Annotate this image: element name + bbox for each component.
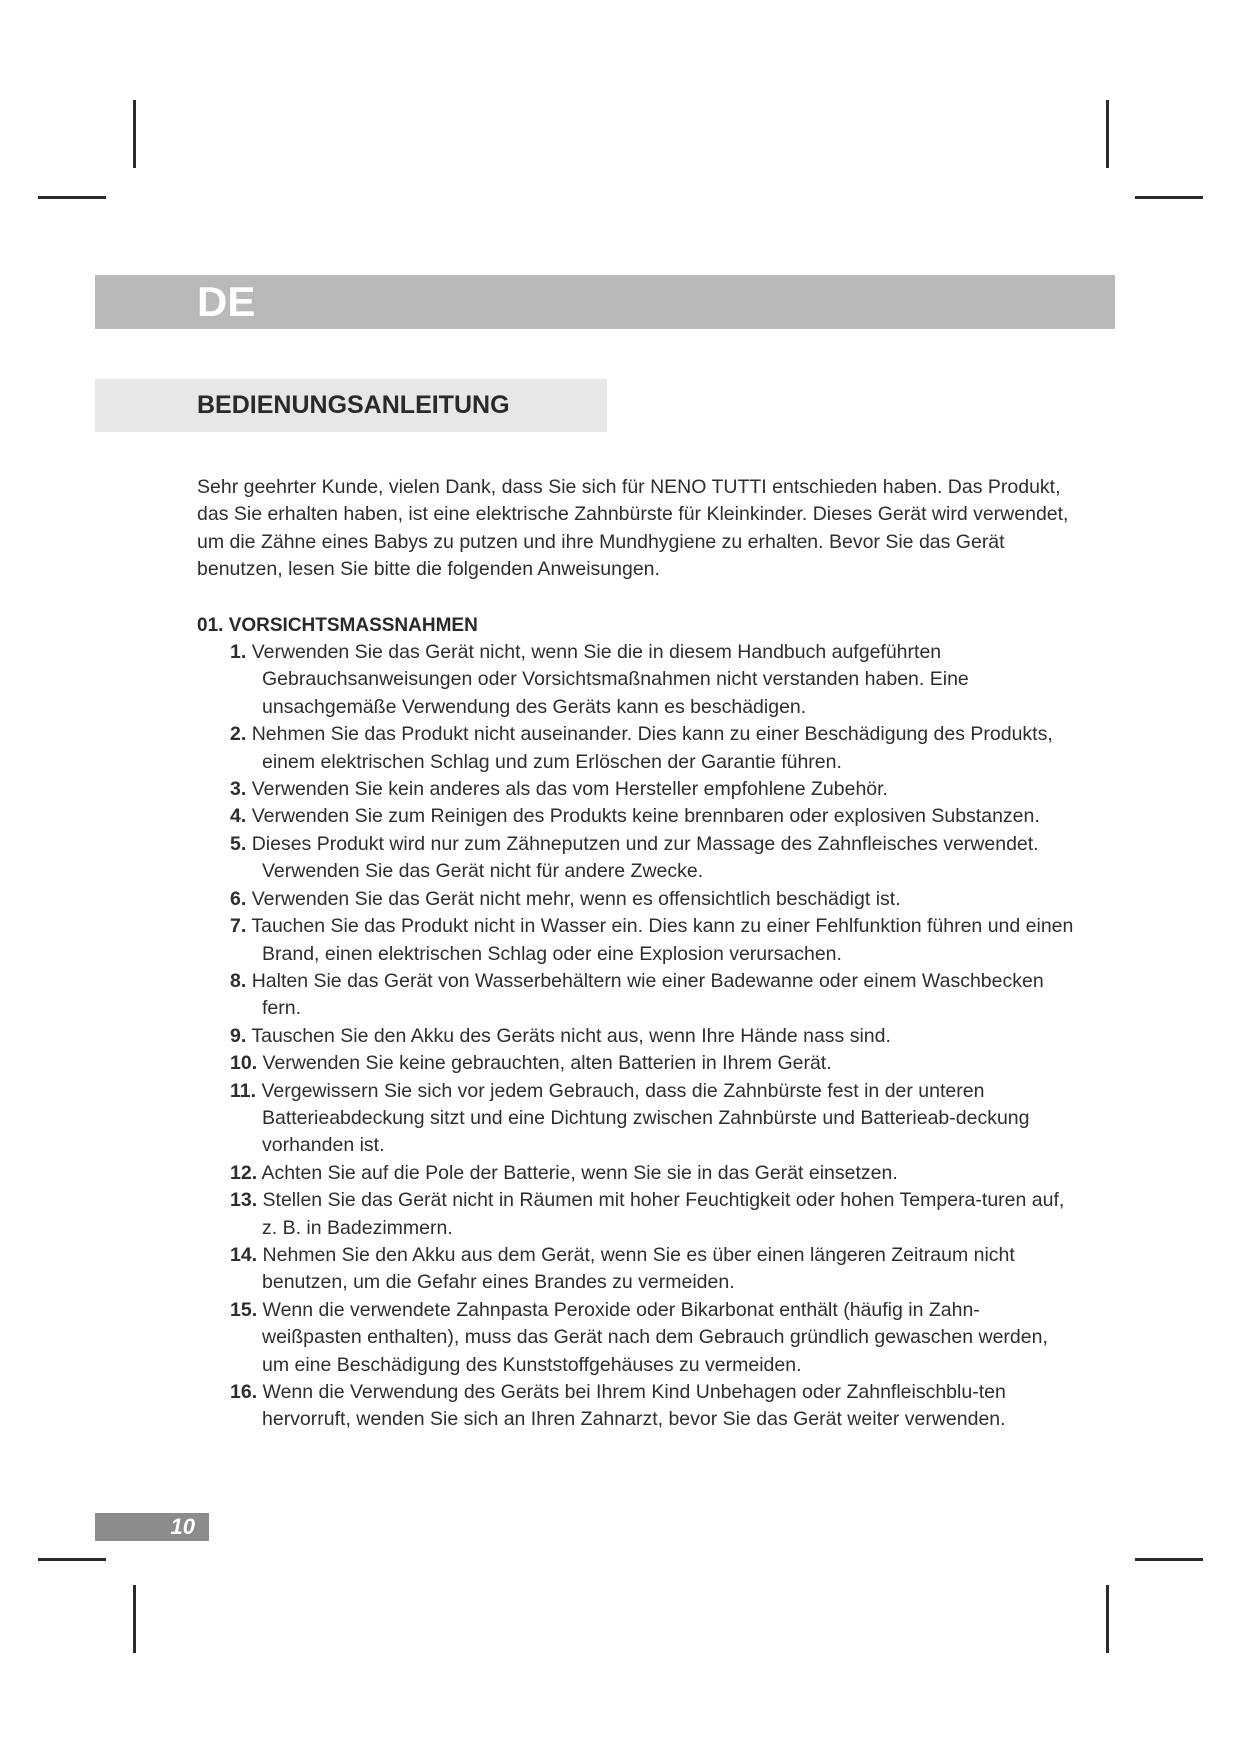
item-number: 15. [230, 1298, 258, 1321]
item-text: Vergewissern Sie sich vor jedem Gebrauch, dass die Zahnbürste fest in der unteren Batterieabdeckung sitzt und eine Dichtung zwischen Zahnbürste und Batterieab-deckung vorhanden ist. [261, 1079, 1030, 1157]
crop-mark-top-left-horizontal [38, 196, 106, 199]
section-heading: 01. VORSICHTSMASSNAHMEN [197, 614, 478, 636]
crop-mark-bottom-right-vertical [1106, 1585, 1109, 1653]
item-number: 4. [230, 805, 247, 828]
item-text: Wenn die Verwendung des Geräts bei Ihrem Kind Unbehagen oder Zahnfleischblu-ten hervorruft, wenden Sie sich an Ihren Zahnarzt, bevor Sie das Gerät weiter verwenden. [262, 1381, 1006, 1431]
list-item [197, 1078, 1077, 1160]
crop-mark-top-right-vertical [1106, 100, 1109, 168]
item-number: 6. [230, 887, 247, 910]
item-number: 16. [230, 1381, 258, 1403]
list-item [197, 968, 1077, 1023]
language-band [95, 275, 1115, 329]
item-number: 1. [230, 641, 247, 664]
item-text: Tauschen Sie den Akku des Geräts nicht aus, wenn Ihre Hände nass sind. [251, 1024, 891, 1047]
page-title: BEDIENUNGSANLEITUNG [197, 391, 510, 419]
crop-mark-top-right-horizontal [1135, 196, 1203, 199]
item-number: 9. [230, 1024, 247, 1047]
item-number: 11. [230, 1079, 257, 1102]
item-text: Verwenden Sie zum Reinigen des Produkts keine brennbaren oder explosiven Substanzen. [251, 805, 1040, 828]
list-item [197, 639, 1077, 721]
list-item [197, 1187, 1077, 1242]
item-text: Achten Sie auf die Pole der Batterie, wenn Sie sie in das Gerät einsetzen. [261, 1161, 898, 1184]
list-item [197, 803, 1077, 830]
crop-mark-bottom-left-horizontal [38, 1558, 106, 1561]
language-code: DE [197, 278, 256, 325]
list-item [197, 1160, 1077, 1187]
document-body [197, 474, 1077, 1434]
intro-paragraph: Sehr geehrter Kunde, vielen Dank, dass Sie sich für NENO TUTTI entschieden haben. Das Produkt, das Sie erhalten haben, ist eine elektrische Zahnbürste für Kleinkinder. Dieses Gerät wird verwendet, um die Zähne eines Babys zu putzen und ihre Mundhygiene zu erhalten. Bevor Sie das Gerät benutzen, lesen Sie bitte die folgenden Anweisungen. [197, 476, 1069, 581]
list-item [197, 913, 1077, 968]
list-item [197, 886, 1077, 913]
crop-mark-bottom-right-horizontal [1135, 1558, 1203, 1561]
list-item [197, 831, 1077, 886]
item-text: Nehmen Sie den Akku aus dem Gerät, wenn Sie es über einen längeren Zeitraum nicht benutzen, um die Gefahr eines Brandes zu vermeiden. [262, 1243, 1015, 1294]
item-number: 8. [230, 969, 247, 992]
item-number: 10. [230, 1052, 258, 1075]
item-text: Verwenden Sie keine gebrauchten, alten Batterien in Ihrem Gerät. [262, 1052, 832, 1075]
list-item [197, 1297, 1077, 1379]
crop-mark-bottom-left-vertical [133, 1585, 136, 1653]
item-text: Dieses Produkt wird nur zum Zähneputzen und zur Massage des Zahnfleisches verwendet. Verwenden Sie das Gerät nicht für andere Zwecke. [251, 832, 1039, 883]
item-number: 12. [230, 1161, 258, 1184]
item-number: 14. [230, 1243, 258, 1266]
list-item [197, 721, 1077, 776]
item-text: Verwenden Sie das Gerät nicht, wenn Sie die in diesem Handbuch aufgeführten Gebrauchsanweisungen oder Vorsichtsmaßnahmen nicht verstanden haben. Eine unsachgemäße Verwendung des Geräts kann es beschädigen. [251, 641, 969, 718]
item-number: 7. [230, 915, 247, 938]
crop-mark-top-left-vertical [133, 100, 136, 168]
item-text: Wenn die verwendete Zahnpasta Peroxide oder Bikarbonat enthält (häufig in Zahn-weißpasten enthalten), muss das Gerät nach dem Gebrauch gründlich gewaschen werden, um eine Beschädigung des Kunststoffgehäuses zu vermeiden. [262, 1298, 1048, 1376]
item-text: Verwenden Sie das Gerät nicht mehr, wenn es offensichtlich beschädigt ist. [251, 887, 901, 910]
item-number: 5. [230, 832, 247, 855]
list-item [197, 776, 1077, 803]
list-item [197, 1379, 1077, 1434]
list-item [197, 1242, 1077, 1297]
list-item [197, 1050, 1077, 1077]
item-number: 3. [230, 778, 247, 801]
title-band [95, 379, 607, 432]
item-text: Verwenden Sie kein anderes als das vom Hersteller empfohlene Zubehör. [251, 778, 888, 801]
item-text: Halten Sie das Gerät von Wasserbehältern wie einer Badewanne oder einem Waschbecken fern. [251, 969, 1044, 1020]
page-number: 10 [170, 1514, 195, 1539]
page-number-band [95, 1513, 209, 1541]
item-number: 2. [230, 723, 247, 746]
item-text: Nehmen Sie das Produkt nicht auseinander. Dies kann zu einer Beschädigung des Produkts, einem elektrischen Schlag und zum Erlöschen der Garantie führen. [251, 723, 1053, 773]
precautions-list [197, 639, 1077, 1434]
list-item [197, 1023, 1077, 1050]
item-text: Stellen Sie das Gerät nicht in Räumen mit hoher Feuchtigkeit oder hohen Tempera-turen auf, z. B. in Badezimmern. [262, 1189, 1065, 1239]
item-text: Tauchen Sie das Produkt nicht in Wasser ein. Dies kann zu einer Fehlfunktion führen und einen Brand, einen elektrischen Schlag oder eine Explosion verursachen. [251, 915, 1074, 965]
item-number: 13. [230, 1189, 258, 1212]
